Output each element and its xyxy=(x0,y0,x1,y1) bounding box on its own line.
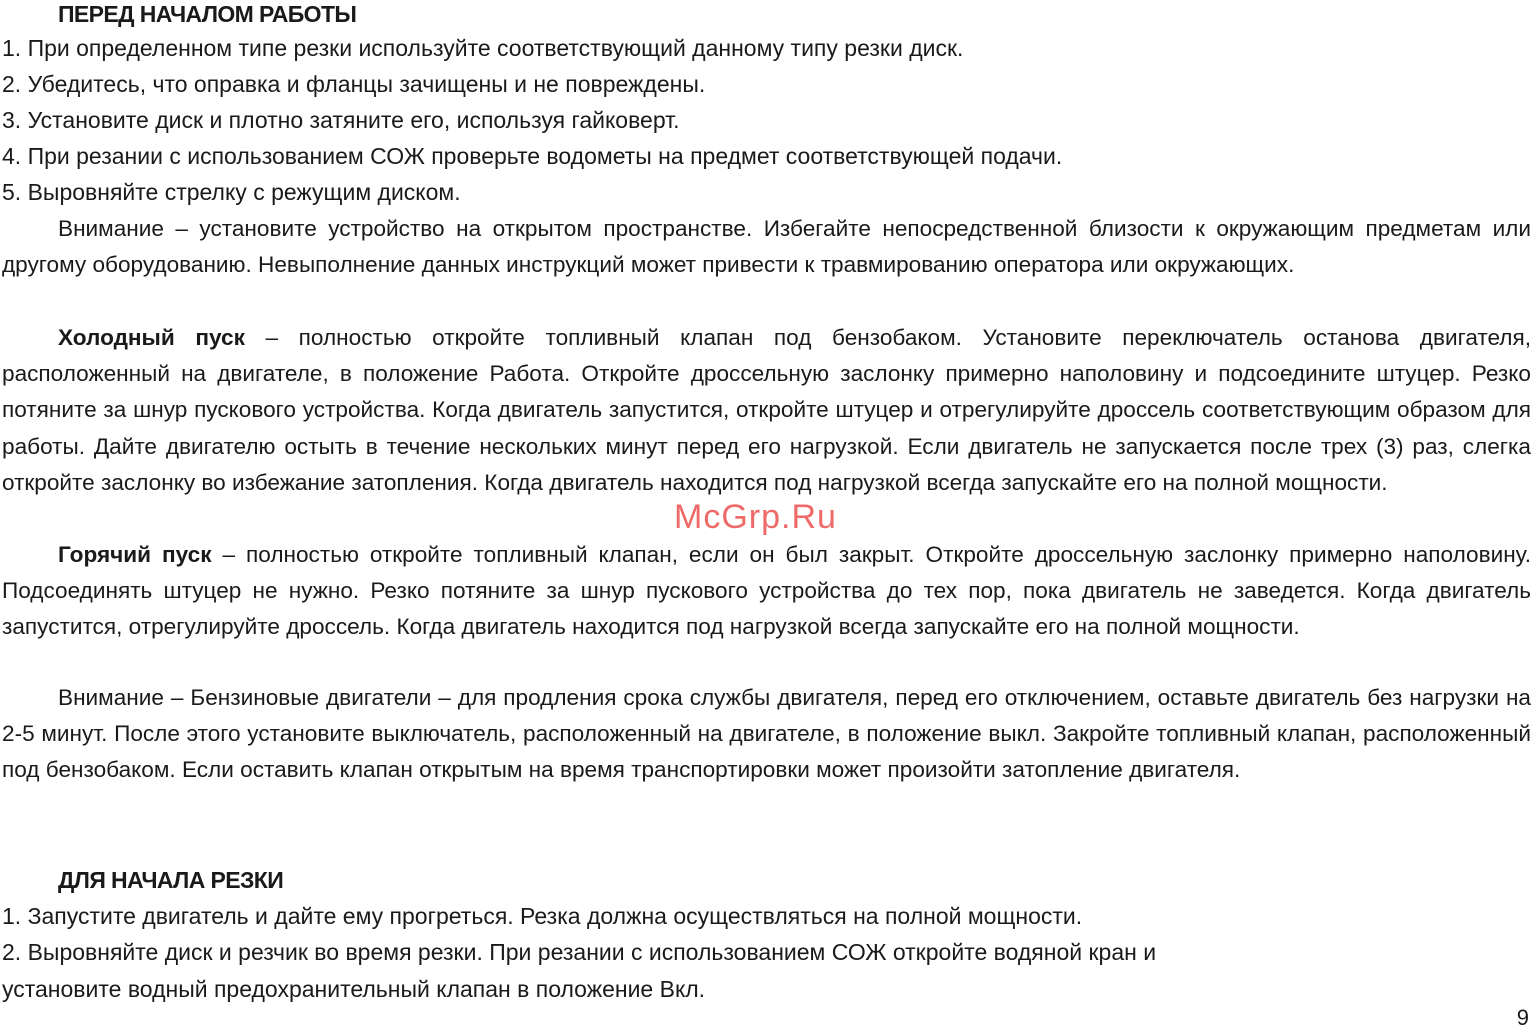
section-title-before-work: ПЕРЕД НАЧАЛОМ РАБОТЫ xyxy=(58,1,357,27)
list-item: 2. Убедитесь, что оправка и фланцы зачищены и не повреждены. xyxy=(2,71,706,97)
list-item: 4. При резании с использованием СОЖ проверьте водометы на предмет соответствующей подачи. xyxy=(2,143,1063,169)
cold-start-text: – полностью откройте топливный клапан под бензобаком. Установите переключатель останова двигателя, расположенный на двигателе, в положение Работа. Откройте дроссельную заслонку примерно наполовину и подсоедините штуцер. Резко потяните за шнур пускового устройства. Когда двигатель запустится, откройте штуцер и отрегулируйте дроссель соответствующим образом для работы. Дайте двигателю остыть в течение нескольких минут перед его нагрузкой. Если двигатель не запускается после трех (3) раз, слегка откройте заслонку во избежание затопления. Когда двигатель находится под нагрузкой всегда запускайте его на полной мощности. xyxy=(2,325,1531,495)
list-item: 5. Выровняйте стрелку с режущим диском. xyxy=(2,179,461,205)
cold-start-label: Холодный пуск xyxy=(58,325,245,350)
hot-start-text: – полностью откройте топливный клапан, если он был закрыт. Откройте дроссельную заслонку примерно наполовину. Подсоединять штуцер не нужно. Резко потяните за шнур пускового устройства до тех пор, пока двигатель не заведется. Когда двигатель запустится, отрегулируйте дроссель. Когда двигатель находится под нагрузкой всегда запускайте его на полной мощности. xyxy=(2,542,1531,640)
list-item: установите водный предохранительный клапан в положение Вкл. xyxy=(2,976,706,1002)
list-item: 3. Установите диск и плотно затяните его, используя гайковерт. xyxy=(2,107,680,133)
hot-start-paragraph xyxy=(2,537,1531,646)
watermark: McGrp.Ru xyxy=(674,498,837,536)
hot-start-label: Горячий пуск xyxy=(58,542,212,567)
list-item: 1. При определенном типе резки используйте соответствующий данному типу резки диск. xyxy=(2,35,964,61)
warning-paragraph xyxy=(2,211,1531,283)
cold-start-paragraph xyxy=(2,320,1531,501)
list-item: 1. Запустите двигатель и дайте ему прогреться. Резка должна осуществляться на полной мощности. xyxy=(2,903,1083,929)
page-number: 9 xyxy=(1516,1005,1529,1030)
petrol-warning-paragraph xyxy=(2,680,1531,789)
section-title-start-cutting: ДЛЯ НАЧАЛА РЕЗКИ xyxy=(58,867,284,893)
list-item: 2. Выровняйте диск и резчик во время резки. При резании с использованием СОЖ откройте водяной кран и xyxy=(2,939,1157,965)
warning-text: Внимание – установите устройство на открытом пространстве. Избегайте непосредственной близости к окружающим предметам или другому оборудованию. Невыполнение данных инструкций может привести к травмированию оператора или окружающих. xyxy=(2,216,1531,278)
petrol-warning-text: Внимание – Бензиновые двигатели – для продления срока службы двигателя, перед его отключением, оставьте двигатель без нагрузки на 2-5 минут. После этого установите выключатель, расположенный на двигателе, в положение выкл. Закройте топливный клапан, расположенный под бензобаком. Если оставить клапан открытым на время транспортировки может произойти затопление двигателя. xyxy=(2,685,1531,783)
